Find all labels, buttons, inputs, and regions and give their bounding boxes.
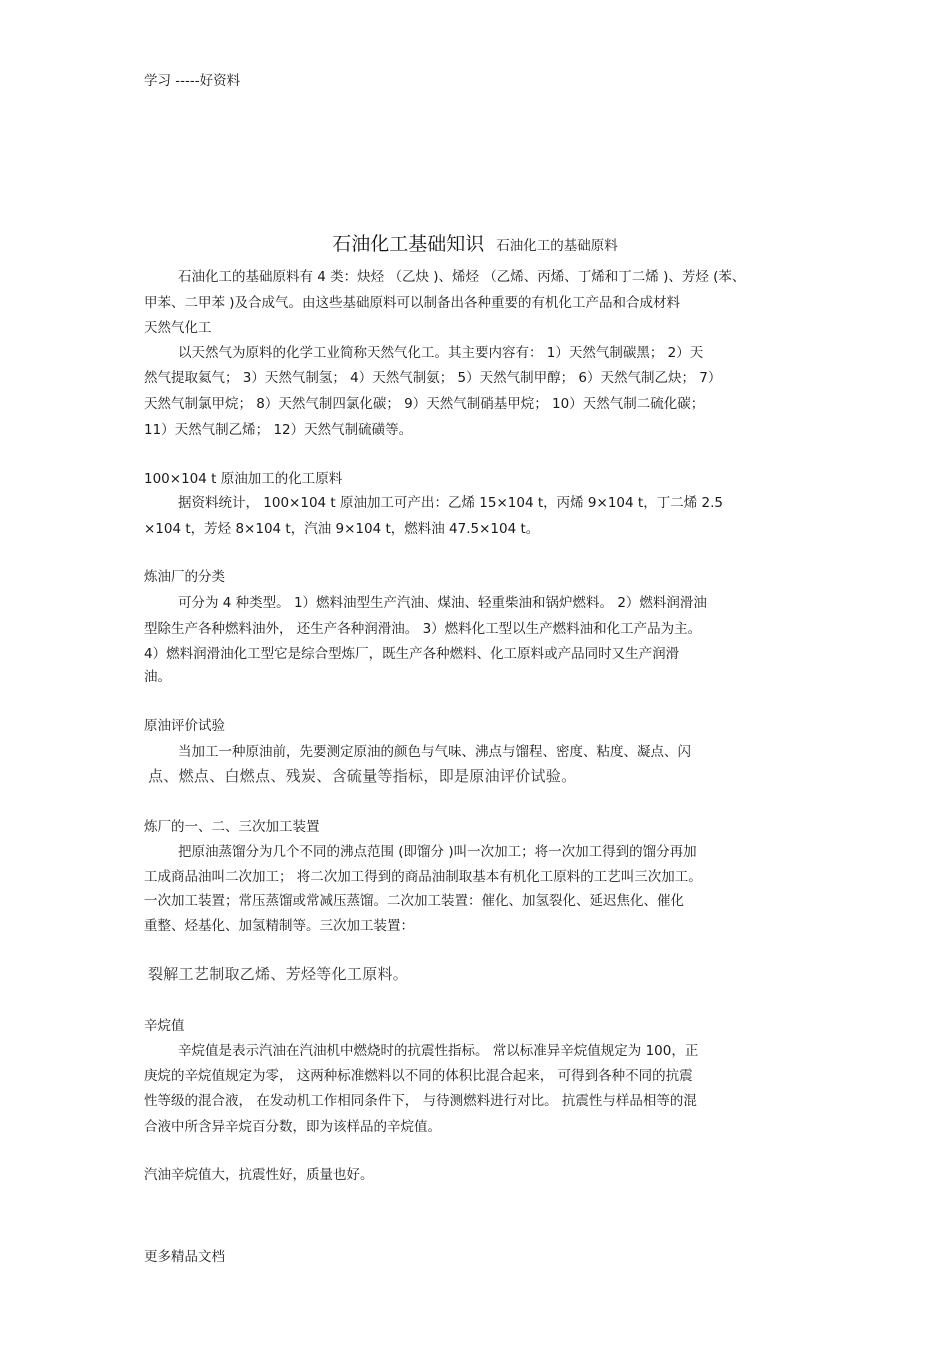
- paragraph-line: 合液中所含异辛烷百分数，即为该样品的辛烷值。: [144, 1119, 441, 1135]
- paragraph-line: 4）燃料润滑油化工型它是综合型炼厂，既生产各种燃料、化工原料或产品同时又生产润滑: [144, 646, 680, 662]
- paragraph-line: 裂解工艺制取乙烯、芳烃等化工原料。: [148, 965, 409, 983]
- title-sub: 石油化工的基础原料: [496, 238, 618, 254]
- paragraph-line: 以天然气为原料的化学工业简称天然气化工。其主要内容有： 1）天然气制碳黑； 2）天: [178, 345, 704, 361]
- page-footer-note: 更多精品文档: [144, 1249, 225, 1265]
- paragraph-line: 11）天然气制乙烯； 12）天然气制硫磺等。: [144, 422, 413, 438]
- section-heading: 炼油厂的分类: [144, 569, 225, 585]
- paragraph-line: 可分为 4 种类型。 1）燃料油型生产汽油、煤油、轻重柴油和锅炉燃料。 2）燃料润滑油: [178, 595, 707, 611]
- paragraph-line: 点、燃点、白燃点、残炭、含硫量等指标，即是原油评价试验。: [148, 767, 577, 785]
- paragraph-line: 把原油蒸馏分为几个不同的沸点范围 (即馏分 )叫一次加工；将一次加工得到的馏分再加: [178, 844, 697, 860]
- section-heading: 天然气化工: [144, 320, 212, 336]
- section-heading: 原油评价试验: [144, 718, 225, 734]
- page-title: [0, 232, 950, 258]
- paragraph-line: 性等级的混合液， 在发动机工作相同条件下， 与待测燃料进行对比。 抗震性与样品相等的混: [144, 1093, 697, 1109]
- paragraph-line: 工成商品油叫二次加工； 将二次加工得到的商品油制取基本有机化工原料的工艺叫三次加工。: [144, 869, 702, 885]
- paragraph-line: ×104 t，芳烃 8×104 t，汽油 9×104 t，燃料油 47.5×104 t。: [144, 521, 540, 537]
- title-main: 石油化工基础知识: [332, 233, 485, 255]
- paragraph-line: 汽油辛烷值大，抗震性好，质量也好。: [144, 1167, 374, 1183]
- paragraph-line: 石油化工的基础原料有 4 类：炔烃 （乙炔 )、烯烃 （乙烯、丙烯、丁烯和丁二烯 )、芳烃 (苯、: [178, 269, 746, 285]
- paragraph-line: 重整、烃基化、加氢精制等。三次加工装置：: [144, 918, 414, 934]
- section-heading: 炼厂的一、二、三次加工装置: [144, 819, 320, 835]
- paragraph-line: 天然气制氯甲烷； 8）天然气制四氯化碳； 9）天然气制硝基甲烷； 10）天然气制二硫化碳；: [144, 396, 705, 412]
- paragraph-line: 当加工一种原油前，先要测定原油的颜色与气味、沸点与馏程、密度、粘度、凝点、闪: [178, 744, 691, 760]
- paragraph-line: 型除生产各种燃料油外， 还生产各种润滑油。 3）燃料化工型以生产燃料油和化工产品为主。: [144, 621, 702, 637]
- paragraph-line: 油。: [144, 669, 171, 685]
- paragraph-line: 辛烷值是表示汽油在汽油机中燃烧时的抗震性指标。 常以标准异辛烷值规定为 100，正: [178, 1043, 699, 1059]
- paragraph-line: 然气提取氦气； 3）天然气制氢； 4）天然气制氨； 5）天然气制甲醇； 6）天然气制乙炔； 7）: [144, 370, 722, 386]
- paragraph-line: 一次加工装置；常压蒸馏或常减压蒸馏。二次加工装置：催化、加氢裂化、延迟焦化、催化: [144, 893, 684, 909]
- page-header-note: 学习 -----好资料: [144, 73, 241, 89]
- section-heading: 100×104 t 原油加工的化工原料: [144, 471, 343, 487]
- paragraph-line: 甲苯、二甲苯 )及合成气。由这些基础原料可以制备出各种重要的有机化工产品和合成材料: [144, 295, 681, 311]
- paragraph-line: 庚烷的辛烷值规定为零， 这两种标准燃料以不同的体积比混合起来， 可得到各种不同的抗震: [144, 1068, 693, 1084]
- section-heading: 辛烷值: [144, 1018, 185, 1034]
- paragraph-line: 据资料统计， 100×104 t 原油加工可产出：乙烯 15×104 t，丙烯 9×104 t，丁二烯 2.5: [178, 495, 723, 511]
